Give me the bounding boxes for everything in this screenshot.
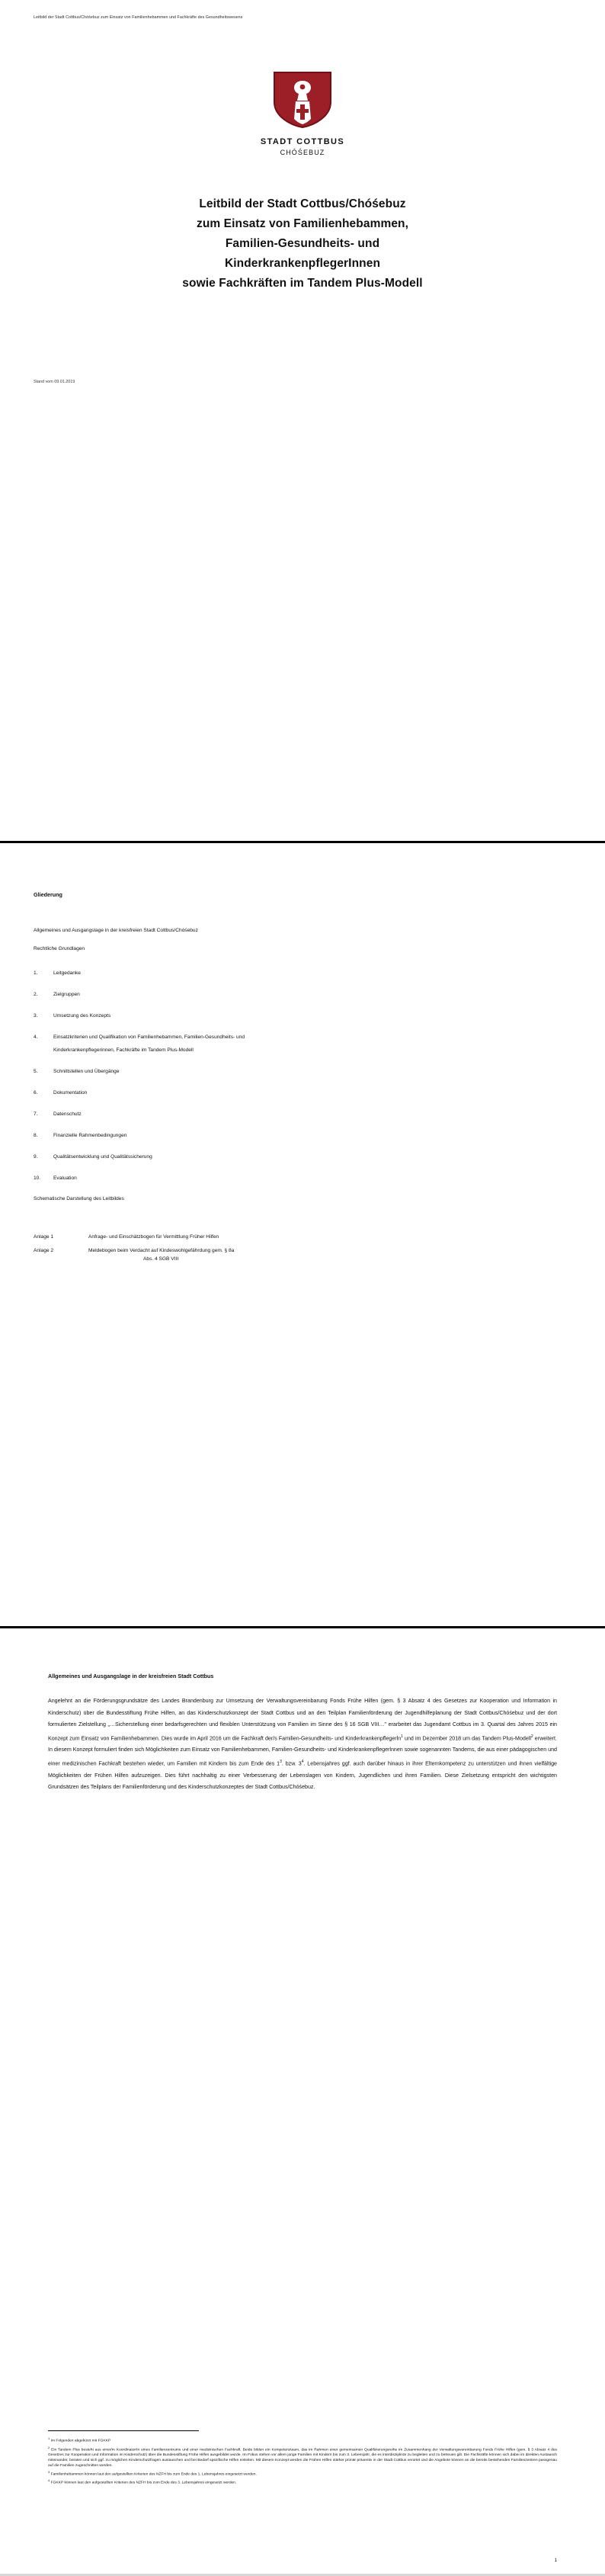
attachments-list bbox=[34, 1233, 571, 1263]
footnote-marker: 4 bbox=[48, 2478, 50, 2483]
title-line-3: Familien-Gesundheits- und bbox=[225, 237, 380, 250]
footnote bbox=[48, 2470, 557, 2478]
footnote bbox=[48, 2478, 557, 2487]
chapter-heading: Allgemeines und Ausgangslage in der kreisfreien Stadt Cottbus bbox=[48, 1673, 214, 1679]
toc-intro-line-2: Rechtliche Grundlagen bbox=[34, 946, 85, 951]
toc-entry-label bbox=[53, 1033, 571, 1054]
toc-entry[interactable] bbox=[34, 1110, 571, 1118]
footnote-divider bbox=[48, 2430, 199, 2431]
toc-entry-label-sub: Kinderkrankenpflegerinnen, Fachkräfte im Tandem Plus-Modell bbox=[53, 1047, 194, 1053]
toc-entry[interactable] bbox=[34, 969, 571, 977]
toc-entry-label: Datenschutz bbox=[53, 1112, 82, 1117]
attachment-row[interactable] bbox=[34, 1233, 571, 1241]
toc-entry-label: Finanzielle Rahmenbedingungen bbox=[53, 1133, 127, 1138]
toc-entry-number: 10. bbox=[34, 1176, 41, 1181]
footnote-text: FGKKP können laut den aufgestellten Kriterien des NZFH bis zum Ende des 3. Lebensjahres eingesetzt werden. bbox=[50, 2481, 237, 2485]
attachment-row[interactable] bbox=[34, 1246, 571, 1263]
footnote-marker: 2 bbox=[48, 2445, 50, 2449]
toc-entry[interactable] bbox=[34, 1033, 571, 1054]
attachment-label bbox=[88, 1246, 571, 1263]
toc-entry-number: 2. bbox=[34, 992, 38, 997]
attachment-label-main: Meldebogen beim Verdacht auf Kindeswohlgefährdung gem. § 8a bbox=[88, 1248, 235, 1253]
footnote-text: Im Folgenden abgekürzt mit FGKKP bbox=[50, 2439, 111, 2443]
toc-entry[interactable] bbox=[34, 1153, 571, 1161]
footnote-marker: 3 bbox=[48, 2469, 50, 2474]
toc-schema-line: Schematische Darstellung des Leitbildes bbox=[34, 1196, 124, 1201]
toc-entry-label: Qualitätsentwicklung und Qualitätssicherung bbox=[53, 1154, 152, 1160]
document-title bbox=[53, 194, 552, 294]
toc-heading: Gliederung bbox=[34, 891, 62, 898]
toc-entry-number: 1. bbox=[34, 970, 38, 976]
toc-list bbox=[34, 969, 571, 1182]
chapter-paragraph: Angelehnt an die Förderungsgrundsätze des Landes Brandenburg zur Umsetzung der Verwaltungsvereinbarung Fonds Frühe Hilfen (gem. § 3 Absatz 4 des Gesetzes zur Kooperation und Information in Kinderschutz) über die Bundesstiftung Frühe Hilfen, an das Kinderschutzkonzept der Stadt Cottbus und an den Teilplan Familienförderung der Jugendhilfeplanung der Stadt Cottbus/Chóśebuz und der dort formulierten Zielstellung „…Sicherstellung einer bedarfsgerechten und flexiblen Unterstützung von Familien im Sinne des § 16 SGB VIII…" erarbeitet das Jugendamt Cottbus im 3. Quartal des Jahres 2015 ein Konzept zum Einsatz von Familienhebammen. Dies wurde im April 2016 um die Fachkraft der/s Familien-Gesundheits- und Kinderkrankenpflegerln$^1$ und im Dezember 2018 um das Tandem Plus-Modell$^2$ erweitert. In diesem Konzept formuliert finden sich Möglichkeiten zum Einsatz von Familienhebammen, Familien-Gesundheits- und Kinderkrankenpflegerlnnen sowie sogenannten Tandems, die aus einer pädagogischen und einer medizinischen Fachkraft bestehen wieder, um Familien mit Kindern bis zum Ende des $1^3$. bzw. $3^4$. Lebensjahres ggf. auch darüber hinaus in ihrer Elternkompetenz zu unterstützen und ihnen vielfältige Möglichkeiten der Frühen Hilfen aufzuzeigen. Dies führt nachhaltig zu einer Verbesserung der Lebenslagen von Kindern, Jugendlichen und ihren Familien. Diese Zielsetzung entspricht den wichtigsten Grundsätzen des Teilplans der Familienförderung und des Kinderschutzkonzeptes der Stadt Cottbus/Chóśebuz. bbox=[48, 1698, 558, 1791]
toc-entry-label-main: Einsatzkriterien und Qualifikation von Familienhebammen, Familien-Gesundheits- und bbox=[53, 1035, 245, 1040]
toc-entry[interactable] bbox=[34, 990, 571, 999]
toc-entry-label: Dokumentation bbox=[53, 1090, 88, 1096]
title-line-2: zum Einsatz von Familienhebammen, bbox=[196, 217, 409, 230]
toc-entry-number: 8. bbox=[34, 1133, 38, 1138]
page-1-cover bbox=[0, 0, 605, 841]
toc-entry-label: Umsetzung des Konzepts bbox=[53, 1013, 111, 1019]
toc-intro-line-1: Allgemeines und Ausgangslage in der kreisfreien Stadt Cottbus/Chóśebuz bbox=[34, 928, 198, 933]
toc-entry[interactable] bbox=[34, 1012, 571, 1020]
city-name: STADT COTTBUS bbox=[260, 137, 345, 146]
city-name-sorbian: CHÓŚEBUZ bbox=[280, 149, 325, 156]
footnote-text: Ein Tandem Plus besteht aus einer/m Koordinator/in eines Familienzentrums und einer medizinischen Fachkraft. Beide bilden ein Kompetenzteam, das im Rahmen einer gemeinsamen Qualifizierungsreihe im Zusammenhang der Verwaltungsvereinbarung Fonds Frühe Hilfen (gem. § 3 Absatz 4 des Gesetzes zur Kooperation und Information im Kinderschutz) über die Bundesstiftung Frühe Hilfen ausgebildet wurde. Im Fokus stehen vor allem junge Familien mit Kindern bis zum 3. Lebensjahr, die es interdisziplinär zu begleiten und zu betreuen gilt. Die Fachkräfte können sich dabei im direkten Austausch miteinander, beraten und sich ggf. zu möglichen Kinderschutzfragen austauschen und bei Bedarf spezifische Hilfen einleiten. Mit diesem Konzept werden die Frühen Hilfen stärker primär präventiv in der Stadt Cottbus verortet und die Angebote können an die bereits bestehenden Familienzentren passgenau auf die Familien zugeschnitten werden. bbox=[48, 2448, 558, 2468]
toc-entry[interactable] bbox=[34, 1131, 571, 1140]
footnote-marker: 1 bbox=[48, 2436, 50, 2440]
document-date: Stand vom 09.01.2019 bbox=[34, 380, 75, 384]
toc-entry-number: 5. bbox=[34, 1069, 38, 1074]
toc-entry-label: Leitgedanke bbox=[53, 970, 81, 976]
toc-entry[interactable] bbox=[34, 1089, 571, 1097]
toc-entry-number: 3. bbox=[34, 1013, 38, 1019]
toc-entry[interactable] bbox=[34, 1174, 571, 1182]
running-header: Leitbild der Stadt Cottbus/Chóśebuz zum Einsatz von Familienhebammen und Fachkräfte des Gesundheitswesens bbox=[34, 15, 243, 20]
toc-body bbox=[34, 927, 571, 1269]
page-3-chapter bbox=[0, 1626, 605, 2574]
title-line-4: KinderkrankenpflegerInnen bbox=[224, 257, 381, 270]
attachment-label: Anfrage- und Einschätzbogen für Vermittlung Früher Hilfen bbox=[88, 1234, 219, 1240]
attachment-label-cont: Abs. 4 SGB VIII bbox=[143, 1256, 179, 1262]
title-line-5: sowie Fachkräften im Tandem Plus-Modell bbox=[182, 277, 423, 290]
toc-entry[interactable] bbox=[34, 1067, 571, 1076]
page-number: 1 bbox=[554, 2558, 557, 2563]
attachment-key: Anlage 1 bbox=[34, 1234, 54, 1240]
toc-entry-label: Schnittstellen und Übergänge bbox=[53, 1069, 120, 1074]
city-crest-icon bbox=[0, 70, 605, 133]
toc-entry-number: 6. bbox=[34, 1090, 38, 1096]
footnotes-block bbox=[48, 2436, 557, 2488]
attachment-key: Anlage 2 bbox=[34, 1248, 54, 1253]
toc-entry-label: Zielgruppen bbox=[53, 992, 80, 997]
toc-entry-number: 4. bbox=[34, 1035, 38, 1040]
title-line-1: Leitbild der Stadt Cottbus/Chóśebuz bbox=[199, 197, 406, 210]
toc-entry-label: Evaluation bbox=[53, 1176, 77, 1181]
toc-entry-number: 9. bbox=[34, 1154, 38, 1160]
footnote bbox=[48, 2446, 557, 2469]
footnote bbox=[48, 2436, 557, 2445]
footnote-text: Familienhebammen können laut den aufgestellten Kriterien des NZFH bis zum Ende des 1. Lebensjahres eingesetzt werden. bbox=[50, 2472, 257, 2477]
toc-entry-number: 7. bbox=[34, 1112, 38, 1117]
page-2-table-of-contents bbox=[0, 841, 605, 1626]
